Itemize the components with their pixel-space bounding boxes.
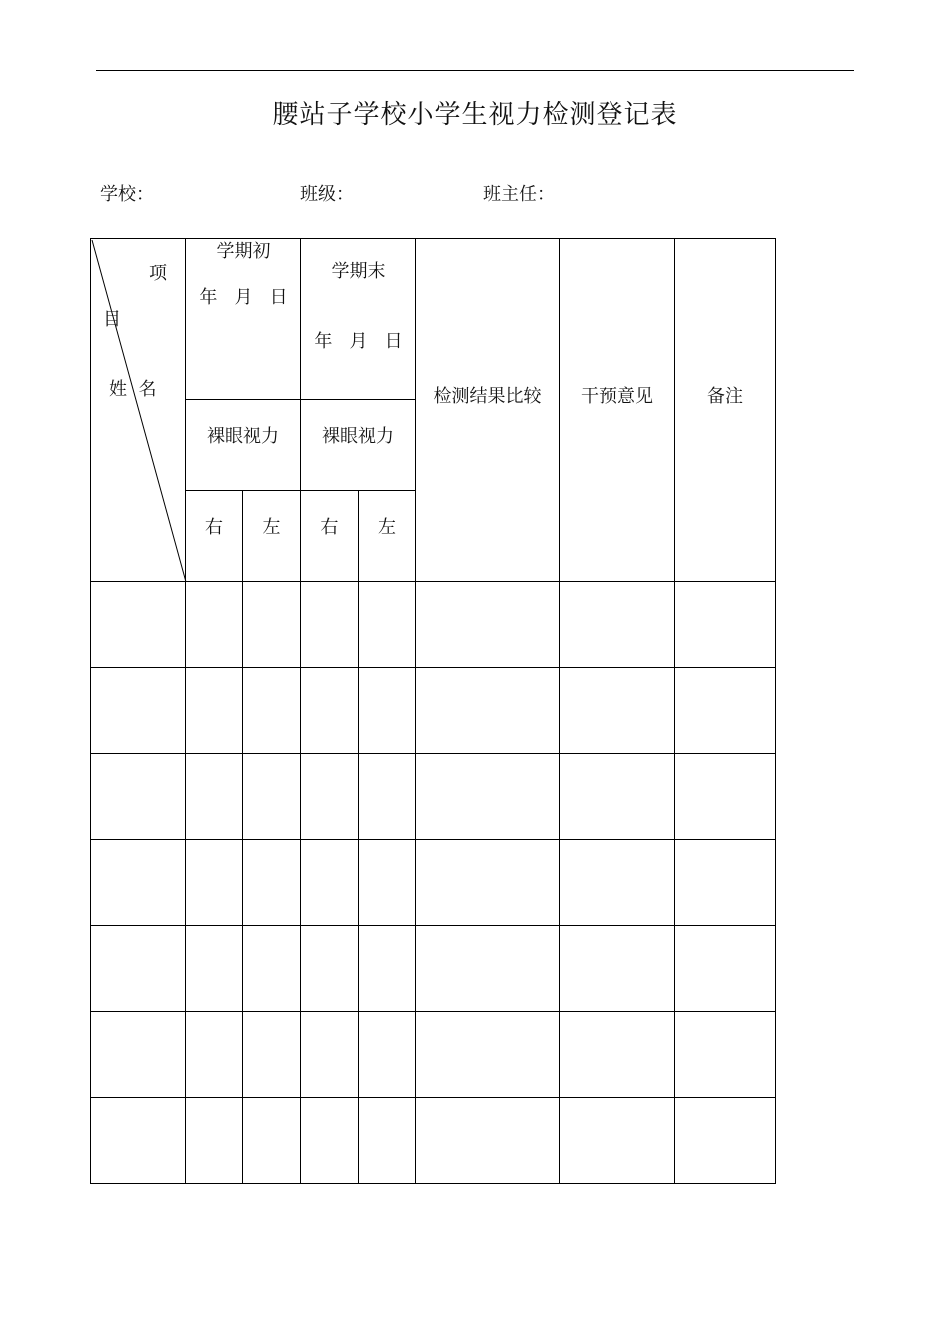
term-end-left-eye-header: 左	[358, 490, 416, 582]
term-start-left-cell	[242, 839, 301, 926]
term-end-left-cell	[358, 667, 416, 754]
term-end-vision-label: 裸眼视力	[300, 399, 416, 491]
term-end-right-cell	[300, 667, 359, 754]
student-name-cell	[90, 925, 186, 1012]
document-title: 腰站子学校小学生视力检测登记表	[272, 100, 678, 130]
term-end-left-cell	[358, 1011, 416, 1098]
class-label: 班级：	[300, 184, 354, 205]
intervention-cell	[559, 1011, 675, 1098]
term-start-right-eye-header: 右	[185, 490, 243, 582]
remarks-cell	[674, 581, 776, 668]
intervention-cell	[559, 925, 675, 1012]
result-comparison-cell	[415, 753, 560, 840]
result-comparison-cell	[415, 667, 560, 754]
student-name-cell	[90, 1011, 186, 1098]
term-end-right-cell	[300, 839, 359, 926]
remarks-header: 备注	[674, 238, 776, 582]
term-end-right-eye-header: 右	[300, 490, 359, 582]
term-end-right-cell	[300, 925, 359, 1012]
term-end-header	[300, 238, 416, 400]
result-comparison-cell	[415, 1097, 560, 1184]
term-end-right-cell	[300, 753, 359, 840]
vision-registration-table	[90, 238, 776, 1186]
remarks-cell	[674, 667, 776, 754]
term-start-left-cell	[242, 667, 301, 754]
intervention-cell	[559, 581, 675, 668]
intervention-cell	[559, 667, 675, 754]
top-rule	[96, 70, 854, 71]
term-start-right-cell	[185, 839, 243, 926]
result-comparison-cell	[415, 925, 560, 1012]
term-start-left-cell	[242, 1011, 301, 1098]
term-end-left-cell	[358, 753, 416, 840]
term-end-title: 学期末	[331, 261, 386, 282]
term-start-left-cell	[242, 581, 301, 668]
term-end-right-cell	[300, 1011, 359, 1098]
corner-header-cell	[90, 238, 186, 582]
corner-item-label-part1: 项	[149, 263, 167, 284]
remarks-cell	[674, 839, 776, 926]
student-name-cell	[90, 753, 186, 840]
remarks-cell	[674, 753, 776, 840]
corner-diagonal-line	[91, 239, 187, 583]
term-end-date: 年 月 日	[314, 331, 403, 352]
remarks-cell	[674, 1097, 776, 1184]
result-comparison-cell	[415, 581, 560, 668]
student-name-cell	[90, 839, 186, 926]
term-start-left-cell	[242, 925, 301, 1012]
term-end-left-cell	[358, 1097, 416, 1184]
term-end-left-cell	[358, 581, 416, 668]
remarks-cell	[674, 1011, 776, 1098]
term-start-left-cell	[242, 1097, 301, 1184]
intervention-cell	[559, 1097, 675, 1184]
result-comparison-header: 检测结果比较	[415, 238, 560, 582]
teacher-label: 班主任：	[483, 184, 555, 205]
term-start-right-cell	[185, 667, 243, 754]
student-name-cell	[90, 581, 186, 668]
term-start-header	[185, 238, 301, 400]
intervention-header: 干预意见	[559, 238, 675, 582]
corner-item-label-part2: 目	[103, 309, 121, 330]
term-start-right-cell	[185, 1011, 243, 1098]
term-start-right-cell	[185, 581, 243, 668]
result-comparison-cell	[415, 1011, 560, 1098]
term-end-left-cell	[358, 839, 416, 926]
term-end-left-cell	[358, 925, 416, 1012]
student-name-cell	[90, 1097, 186, 1184]
term-start-vision-label: 裸眼视力	[185, 399, 301, 491]
term-start-title: 学期初	[216, 241, 271, 262]
student-name-cell	[90, 667, 186, 754]
term-start-right-cell	[185, 925, 243, 1012]
term-end-right-cell	[300, 1097, 359, 1184]
term-start-left-eye-header: 左	[242, 490, 301, 582]
term-start-date: 年 月 日	[199, 287, 288, 308]
remarks-cell	[674, 925, 776, 1012]
term-start-right-cell	[185, 1097, 243, 1184]
corner-name-label: 姓 名	[109, 379, 157, 400]
school-label: 学校：	[100, 184, 154, 205]
intervention-cell	[559, 839, 675, 926]
term-start-left-cell	[242, 753, 301, 840]
term-end-right-cell	[300, 581, 359, 668]
intervention-cell	[559, 753, 675, 840]
term-start-right-cell	[185, 753, 243, 840]
result-comparison-cell	[415, 839, 560, 926]
